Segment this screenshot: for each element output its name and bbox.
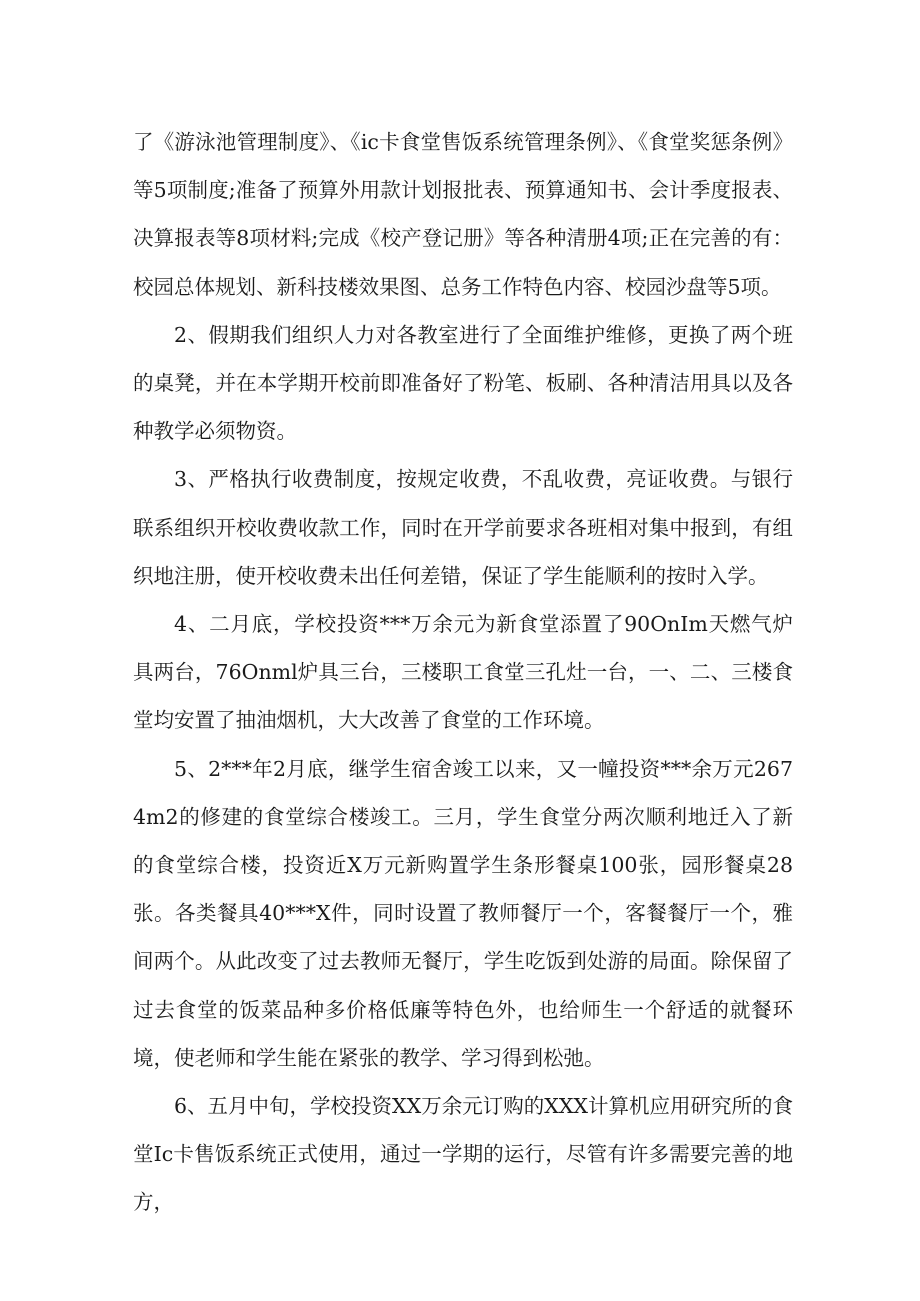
paragraph-item-4: 4、二月底，学校投资***万余元为新食堂添置了90OnIm天燃气炉具两台，76Onml炉具三台，三楼职工食堂三孔灶一台，一、二、三楼食堂均安置了抽油烟机，大大改善了食堂的工作环境。	[133, 612, 793, 733]
paragraph-item-5: 5、2***年2月底，继学生宿舍竣工以来，又一幢投资***余万元2674m2的修建的食堂综合楼竣工。三月，学生食堂分两次顺利地迁入了新的食堂综合楼，投资近X万元新购置学生条形餐桌100张，园形餐桌28张。各类餐具40***X件，同时设置了教师餐厅一个，客餐餐厅一个，雅间两个。从此改变了过去教师无餐厅，学生吃饭到处游的局面。除保留了过去食堂的饭菜品种多价格低廉等特色外，也给师生一个舒适的就餐环境，使老师和学生能在紧张的教学、学习得到松弛。	[133, 756, 793, 1070]
paragraph-continued: 了《游泳池管理制度》、《ic卡食堂售饭系统管理条例》、《食堂奖惩条例》等5项制度;准备了预算外用款计划报批表、预算通知书、会计季度报表、决算报表等8项材料;完成《校产登记册》等各种清册4项;正在完善的有：校园总体规划、新科技楼效果图、总务工作特色内容、校园沙盘等5项。	[133, 130, 793, 299]
paragraph-item-3: 3、严格执行收费制度，按规定收费，不乱收费，亮证收费。与银行联系组织开校收费收款工作，同时在开学前要求各班相对集中报到，有组织地注册，使开校收费未出任何差错，保证了学生能顺利的按时入学。	[133, 467, 793, 588]
document-body	[133, 118, 793, 1227]
paragraph-item-2: 2、假期我们组织人力对各教室进行了全面维护维修，更换了两个班的桌凳，并在本学期开校前即准备好了粉笔、板刷、各种清洁用具以及各种教学必须物资。	[133, 322, 793, 444]
paragraph-item-6: 6、五月中旬，学校投资XX万余元订购的XXX计算机应用研究所的食堂Ic卡售饭系统正式使用，通过一学期的运行，尽管有许多需要完善的地方，	[133, 1094, 794, 1215]
